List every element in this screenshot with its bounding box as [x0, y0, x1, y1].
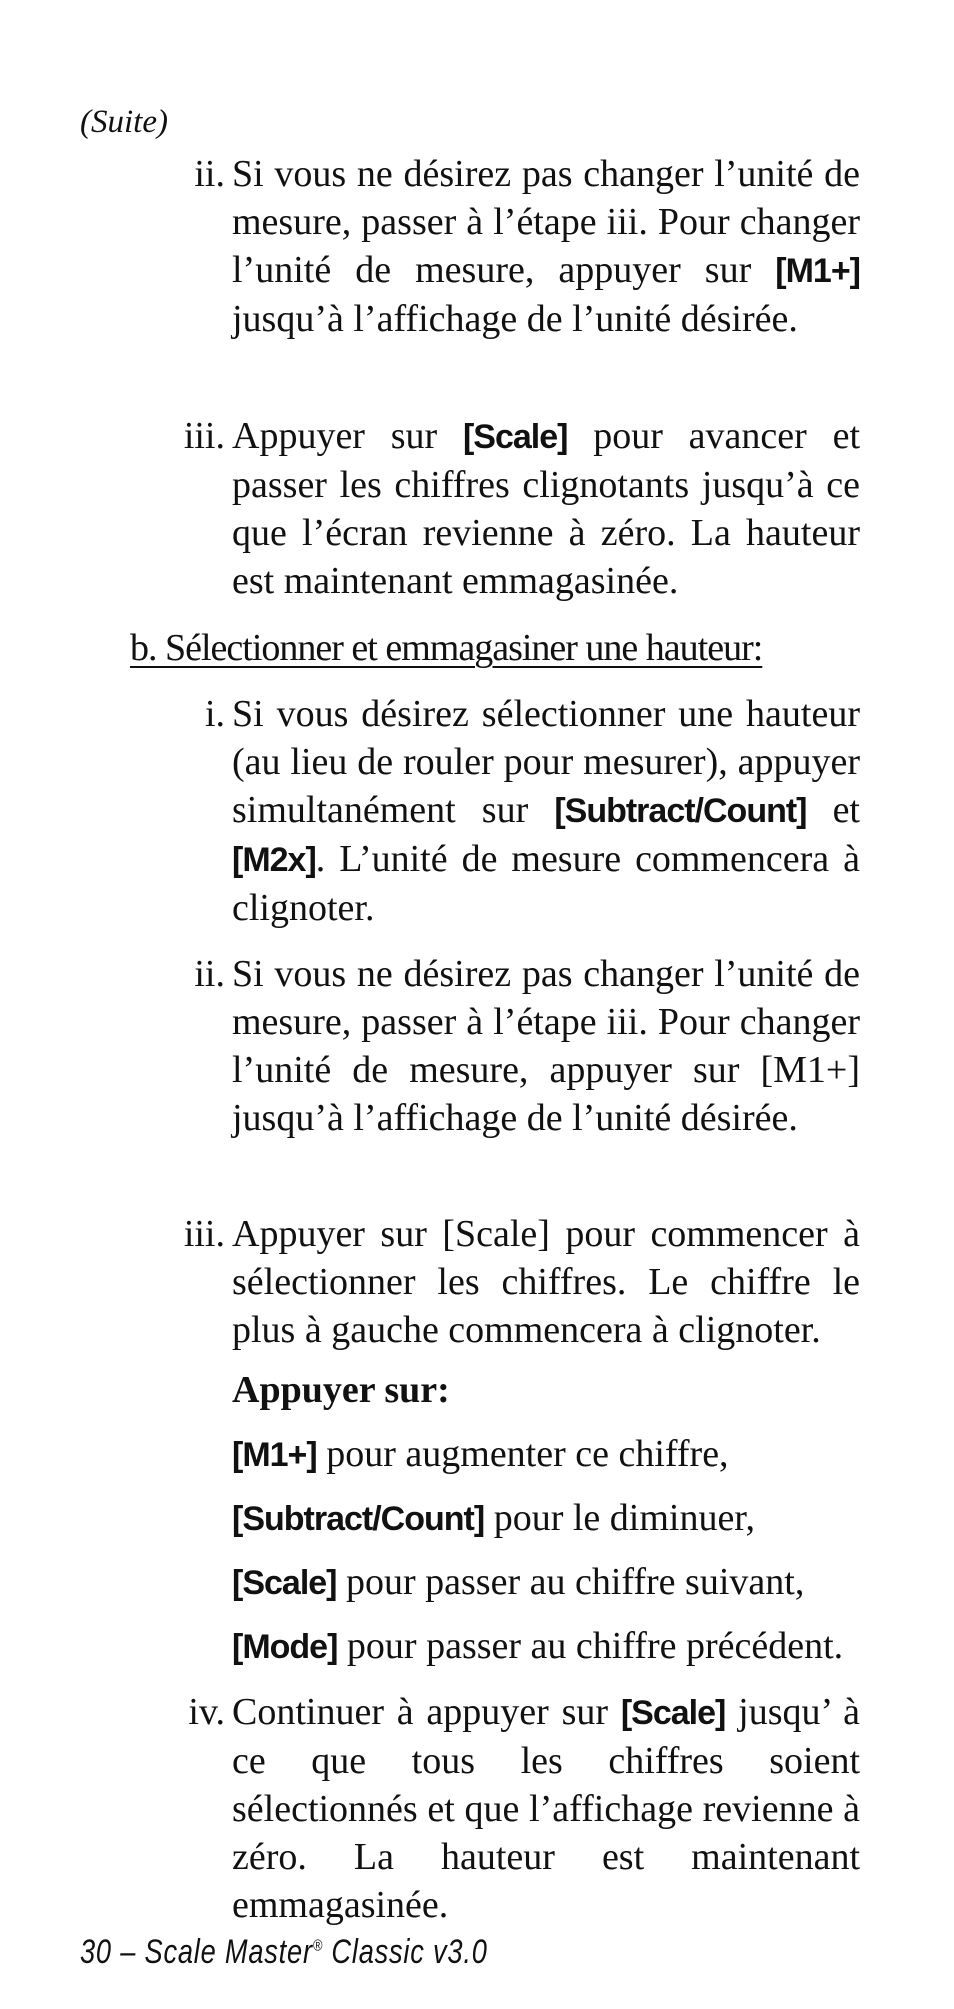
key-scale: [Scale] [462, 418, 568, 456]
step-text-part: et [806, 789, 860, 831]
key-m2x: [M2x] [232, 841, 316, 879]
key-scale: [Scale] [620, 1694, 726, 1732]
step-text-part: Si vous ne désirez pas changer l’unité de mesure, passer à l’étape iii. Pour changer l’unité de mesure, appuyer sur [232, 153, 860, 291]
registered-mark: ® [312, 1937, 324, 1955]
step-b-ii [175, 950, 860, 1142]
step-text: Appuyer sur [Scale] pour commencer à sélectionner les chiffres. Le chiffre le plus à gauche commencera à clignoter. [232, 1213, 860, 1351]
press-on-heading: Appuyer sur: [232, 1369, 450, 1411]
step-number: ii. [194, 153, 225, 195]
key-m1plus: [M1+] [775, 252, 860, 290]
step-a-iii [175, 412, 860, 605]
step-number: i. [204, 693, 225, 735]
press-on-line [232, 1430, 862, 1479]
step-text [232, 1688, 860, 1929]
step-text [232, 150, 860, 343]
step-text-part: Appuyer sur [232, 415, 463, 457]
step-text-part: jusqu’à l’affichage de l’unité désirée. [232, 298, 798, 340]
press-on-text: pour augmenter ce chiffre, [316, 1433, 729, 1475]
step-number: iii. [183, 415, 225, 457]
footer-version: Classic v3.0 [323, 1933, 488, 1971]
press-on-text: pour passer au chiffre suivant, [336, 1561, 805, 1603]
step-number: iv. [188, 1691, 225, 1733]
press-on-line [232, 1494, 862, 1543]
page-footer [80, 1933, 488, 1972]
step-text-part: pour avancer et passer les chiffres clignotants jusqu’à ce que l’écran revienne à zéro. La hauteur est maintenant emmagasinée. [232, 415, 861, 602]
step-number: iii. [183, 1213, 225, 1255]
step-number: ii. [194, 953, 225, 995]
key-subtract-count: [Subtract/Count] [232, 1500, 485, 1538]
step-b-iv [175, 1688, 860, 1929]
press-on-text: pour le diminuer, [484, 1497, 755, 1539]
step-text: Si vous ne désirez pas changer l’unité de mesure, passer à l’étape iii. Pour changer l’unité de mesure, appuyer sur [M1+] jusqu’à l’affichage de l’unité désirée. [232, 953, 860, 1139]
key-scale: [Scale] [232, 1564, 337, 1602]
key-m1plus: [M1+] [232, 1436, 317, 1474]
step-text [232, 412, 860, 605]
press-on-line [232, 1558, 862, 1607]
step-b-iii [175, 1210, 860, 1354]
step-a-ii [175, 150, 860, 343]
step-b-i [175, 690, 860, 932]
footer-page-title: 30 – Scale Master [80, 1933, 313, 1971]
key-mode: [Mode] [232, 1628, 338, 1666]
step-text-part: . L’unité de mesure commencera à clignoter. [232, 838, 860, 929]
continued-label: (Suite) [80, 104, 168, 140]
press-on-text: pour passer au chiffre précédent. [337, 1625, 844, 1667]
step-text [232, 690, 860, 932]
section-b-heading: b. Sélectionner et emmagasiner une hauteur: [130, 627, 763, 669]
press-on-line [232, 1622, 862, 1671]
key-subtract-count: [Subtract/Count] [554, 792, 807, 830]
step-text-part: Continuer à appuyer sur [232, 1691, 621, 1733]
step-text-part: jusqu’ à ce que tous les chiffres soient sélectionnés et que l’affichage revienne à zéro. La hauteur est maintenant emmagasinée. [232, 1691, 860, 1926]
step-text-part: Si vous désirez sélectionner une hauteur (au lieu de rouler pour mesurer), appuyer simultanément sur [232, 693, 860, 831]
